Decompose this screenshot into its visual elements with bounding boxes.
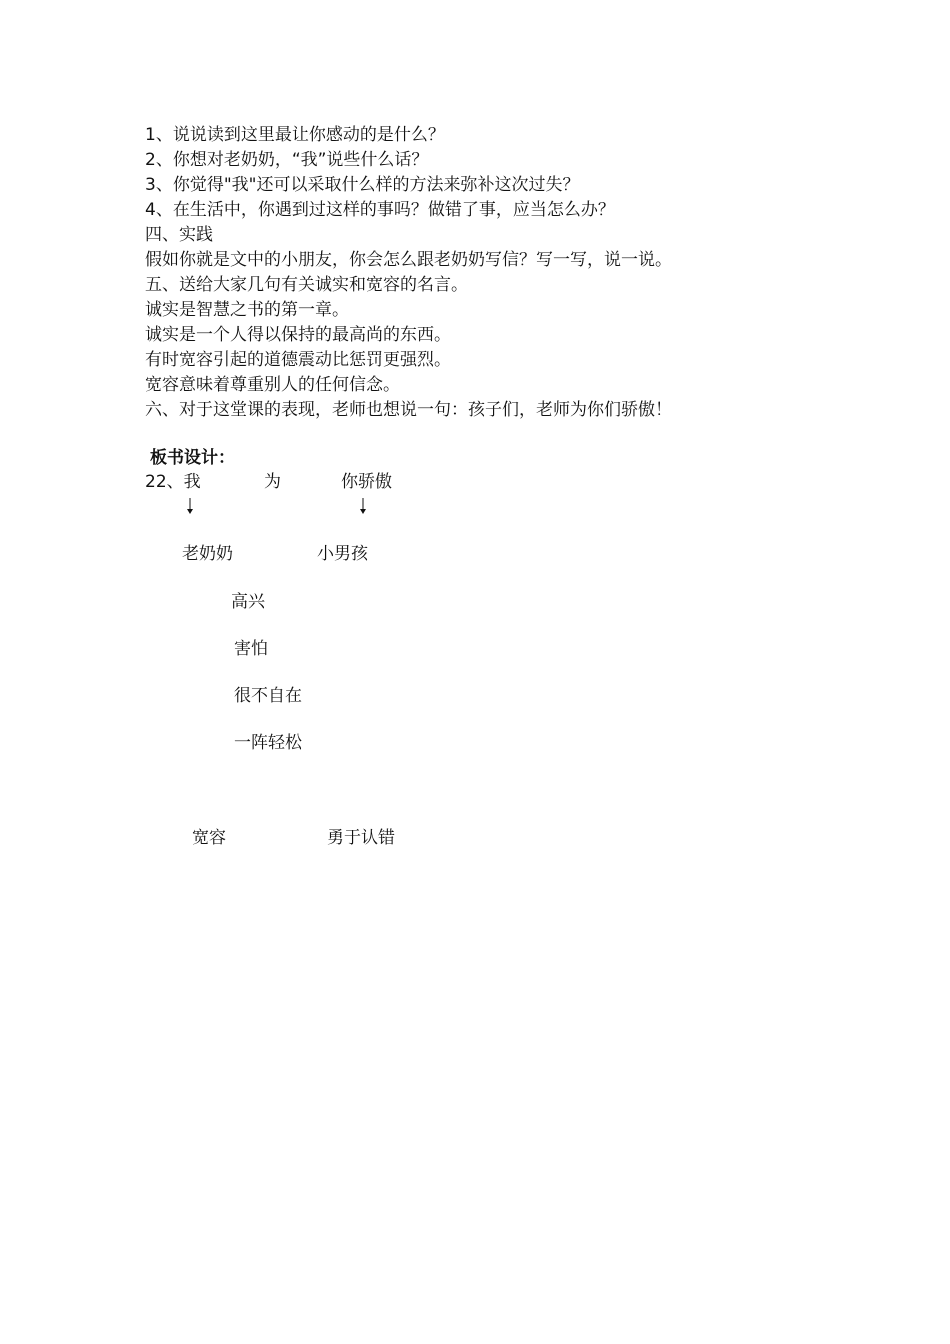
down-arrow-icon bbox=[358, 497, 368, 517]
section-5-heading: 五、送给大家几句有关诚实和宽容的名言。 bbox=[145, 275, 468, 295]
board-left-bottom: 宽容 bbox=[192, 828, 226, 848]
quote-3: 有时宽容引起的道德震动比惩罚更强烈。 bbox=[145, 350, 451, 370]
board-title-part-1: 22、我 bbox=[145, 472, 201, 492]
board-feeling-2: 害怕 bbox=[234, 639, 268, 659]
board-title-part-2: 为 bbox=[264, 472, 281, 492]
question-3: 3、你觉得"我"还可以采取什么样的方法来弥补这次过失？ bbox=[145, 175, 580, 195]
quote-2: 诚实是一个人得以保持的最高尚的东西。 bbox=[145, 325, 451, 345]
board-title: 板书设计： bbox=[150, 448, 235, 468]
board-right-node: 小男孩 bbox=[317, 544, 368, 564]
section-4-heading: 四、实践 bbox=[145, 225, 213, 245]
board-feeling-4: 一阵轻松 bbox=[234, 733, 302, 753]
board-feeling-3: 很不自在 bbox=[234, 686, 302, 706]
quote-1: 诚实是智慧之书的第一章。 bbox=[145, 300, 349, 320]
down-arrow-icon bbox=[185, 497, 195, 517]
question-1: 1、说说读到这里最让你感动的是什么？ bbox=[145, 125, 445, 145]
board-left-node: 老奶奶 bbox=[182, 544, 233, 564]
question-4: 4、在生活中，你遇到过这样的事吗？做错了事，应当怎么办？ bbox=[145, 200, 615, 220]
board-title-part-3: 你骄傲 bbox=[341, 472, 392, 492]
section-4-body: 假如你就是文中的小朋友，你会怎么跟老奶奶写信？写一写，说一说。 bbox=[145, 250, 672, 270]
question-2: 2、你想对老奶奶，“我”说些什么话？ bbox=[145, 150, 429, 170]
section-6: 六、对于这堂课的表现，老师也想说一句：孩子们，老师为你们骄傲！ bbox=[145, 400, 672, 420]
board-right-bottom: 勇于认错 bbox=[327, 828, 395, 848]
board-feeling-1: 高兴 bbox=[231, 592, 265, 612]
quote-4: 宽容意味着尊重别人的任何信念。 bbox=[145, 375, 400, 395]
